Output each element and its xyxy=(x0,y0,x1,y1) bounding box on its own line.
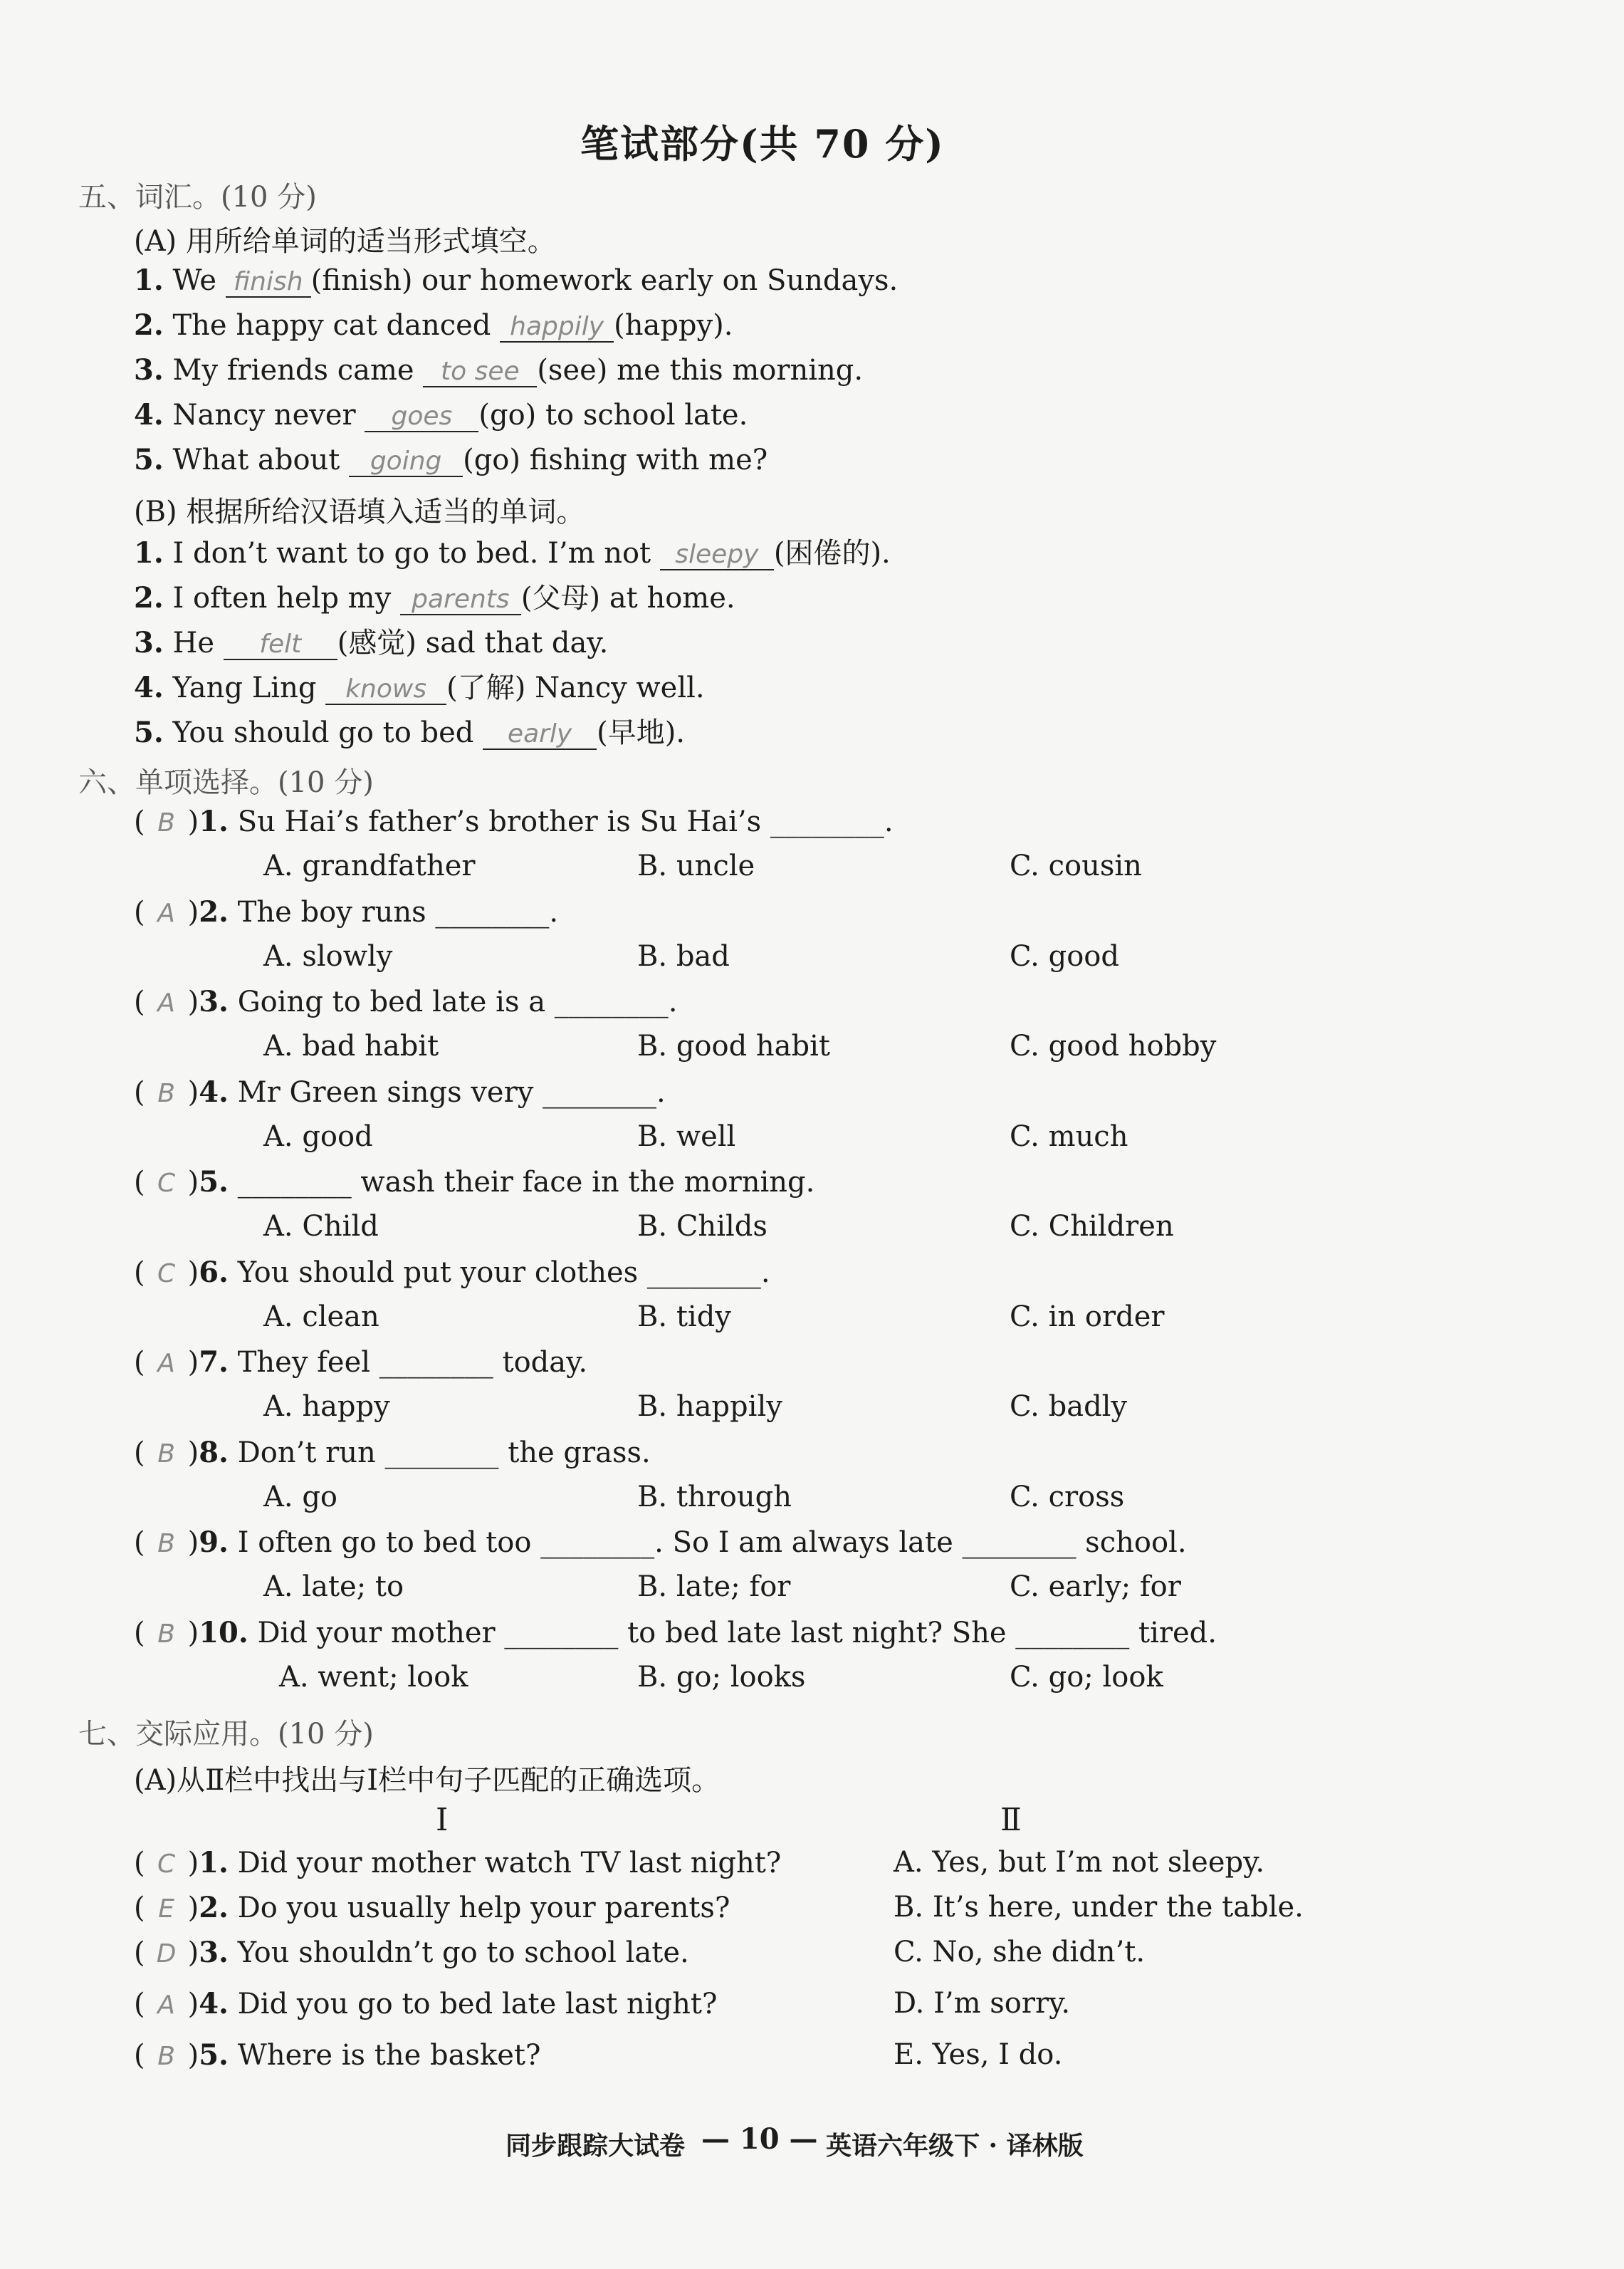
answer-slot[interactable]: B xyxy=(157,1529,175,1558)
answer-slot[interactable]: B xyxy=(157,1619,175,1649)
question-number: 10. xyxy=(199,1615,248,1649)
option-c[interactable]: C. go; look xyxy=(1010,1660,1163,1694)
option-b[interactable]: B. through xyxy=(637,1480,792,1513)
item-number: 1. xyxy=(134,264,164,297)
answer-blank[interactable]: happily xyxy=(500,312,614,343)
item-number: 5. xyxy=(134,443,164,476)
item-number: 2. xyxy=(134,581,164,615)
fill-in-item xyxy=(134,443,768,477)
answer-blank[interactable]: knows xyxy=(325,674,446,705)
section-6-heading: 六、单项选择。(10 分) xyxy=(78,766,374,799)
paren-close: ) xyxy=(187,2039,199,2072)
option-a[interactable]: A. late; to xyxy=(263,1570,404,1603)
question-text: ________ wash their face in the morning. xyxy=(237,1166,815,1199)
option-a[interactable]: A. clean xyxy=(263,1300,379,1333)
question-text: Where is the basket? xyxy=(237,2039,541,2072)
item-text-before: What about xyxy=(172,444,340,476)
answer-slot[interactable]: C xyxy=(157,1258,176,1288)
answer-slot[interactable]: A xyxy=(157,898,175,928)
paren-close: ) xyxy=(187,1526,199,1559)
item-text-before: Yang Ling xyxy=(172,672,317,704)
fill-in-item xyxy=(134,531,891,571)
item-text-after: (父母) at home. xyxy=(520,582,735,615)
answer-slot[interactable]: C xyxy=(157,1169,176,1198)
item-text-before: Nancy never xyxy=(172,399,356,432)
answer-blank[interactable]: felt xyxy=(224,630,337,660)
paren-open: ( xyxy=(134,1616,145,1649)
item-text-before: I don’t want to go to bed. I’m not xyxy=(172,537,651,570)
fill-in-item xyxy=(134,398,748,432)
question-row xyxy=(134,1165,814,1199)
paren-close: ) xyxy=(187,1892,199,1924)
question-number: 8. xyxy=(199,1435,229,1469)
answer-blank[interactable]: goes xyxy=(365,402,478,432)
question-text: Did you go to bed late last night? xyxy=(237,1988,718,2020)
option-c[interactable]: C. good xyxy=(1010,939,1119,973)
option-a[interactable]: A. happy xyxy=(263,1390,390,1423)
answer-blank[interactable]: early xyxy=(483,719,597,750)
section-5-heading: 五、词汇。(10 分) xyxy=(78,181,317,214)
question-number: 3. xyxy=(199,985,229,1018)
part-b-instruction: (B) 根据所给汉语填入适当的单词。 xyxy=(134,496,585,528)
column-1-heading: Ⅰ xyxy=(436,1802,449,1838)
question-text: Did your mother watch TV last night? xyxy=(237,1847,782,1879)
paren-open: ( xyxy=(134,1075,145,1109)
question-number: 3. xyxy=(199,1936,229,1969)
question-text: Going to bed late is a ________. xyxy=(237,986,678,1018)
response-option: D. I’m sorry. xyxy=(894,1987,1071,2020)
question-number: 7. xyxy=(199,1345,229,1379)
answer-slot[interactable]: B xyxy=(157,808,175,838)
response-option: E. Yes, I do. xyxy=(894,2038,1063,2071)
fill-in-item xyxy=(134,620,608,661)
option-b[interactable]: B. tidy xyxy=(637,1300,731,1333)
item-text-before: We xyxy=(172,264,217,297)
paren-open: ( xyxy=(134,895,145,929)
question-row xyxy=(134,1525,1187,1559)
question-number: 9. xyxy=(199,1525,229,1559)
item-text-before: He xyxy=(172,627,215,659)
fill-in-item xyxy=(134,710,685,751)
question-text: Su Hai’s father’s brother is Su Hai’s ________. xyxy=(237,805,894,838)
question-row xyxy=(134,1616,1217,1649)
matching-row xyxy=(134,1936,689,1969)
question-number: 5. xyxy=(199,2038,229,2072)
column-2-heading: Ⅱ xyxy=(1000,1802,1022,1838)
item-text-after: (finish) our homework early on Sundays. xyxy=(310,264,899,297)
item-text-after: (困倦的). xyxy=(773,537,891,570)
footer-book-title: 同步跟踪大试卷 xyxy=(505,2131,686,2161)
matching-row xyxy=(134,1891,730,1924)
paren-open: ( xyxy=(134,1988,145,2020)
question-number: 4. xyxy=(199,1075,229,1109)
page-title: 笔试部分(共 70 分) xyxy=(580,121,945,167)
question-row xyxy=(134,805,894,838)
answer-slot[interactable]: C xyxy=(157,1850,176,1879)
paren-open: ( xyxy=(134,1166,145,1199)
item-number: 1. xyxy=(134,536,164,570)
paren-close: ) xyxy=(187,1436,199,1469)
paren-close: ) xyxy=(187,1936,199,1969)
item-text-before: You should go to bed xyxy=(172,716,474,749)
fill-in-item xyxy=(134,308,733,343)
item-number: 2. xyxy=(134,308,164,342)
answer-blank[interactable]: finish xyxy=(226,267,311,298)
item-number: 4. xyxy=(134,671,164,704)
option-a[interactable]: A. good xyxy=(263,1120,373,1153)
response-option: B. It’s here, under the table. xyxy=(894,1891,1304,1924)
question-row xyxy=(134,1345,587,1379)
option-b[interactable]: B. good habit xyxy=(637,1030,830,1063)
response-option: C. No, she didn’t. xyxy=(894,1936,1146,1968)
question-row xyxy=(134,1075,666,1109)
paren-open: ( xyxy=(134,1346,145,1379)
item-text-after: (感觉) sad that day. xyxy=(337,627,609,659)
paren-close: ) xyxy=(187,1847,199,1879)
option-c[interactable]: C. badly xyxy=(1010,1390,1128,1423)
item-number: 4. xyxy=(134,398,164,432)
option-c[interactable]: C. good hobby xyxy=(1010,1030,1217,1063)
question-text: Don’t run ________ the grass. xyxy=(237,1436,651,1469)
item-number: 3. xyxy=(134,353,164,387)
item-text-after: (see) me this morning. xyxy=(537,354,864,387)
option-b[interactable]: B. well xyxy=(637,1120,736,1153)
part-a-matching-instruction: (A)从Ⅱ栏中找出与Ⅰ栏中句子匹配的正确选项。 xyxy=(134,1764,721,1797)
option-b[interactable]: B. late; for xyxy=(637,1570,791,1603)
question-row xyxy=(134,985,678,1018)
question-row xyxy=(134,1436,651,1469)
option-a[interactable]: A. went; look xyxy=(279,1660,468,1694)
fill-in-item xyxy=(134,353,863,387)
paren-close: ) xyxy=(187,1346,199,1379)
matching-row xyxy=(134,1987,717,2020)
question-text: Mr Green sings very ________. xyxy=(237,1075,666,1109)
answer-slot[interactable]: B xyxy=(157,2042,175,2071)
question-text: They feel ________ today. xyxy=(237,1346,588,1379)
part-a-instruction: (A) 用所给单词的适当形式填空。 xyxy=(134,225,556,258)
question-number: 4. xyxy=(199,1987,229,2020)
paren-close: ) xyxy=(187,1616,199,1649)
question-number: 1. xyxy=(199,1846,229,1879)
answer-slot[interactable]: B xyxy=(157,1439,175,1469)
paren-open: ( xyxy=(134,805,145,838)
paren-open: ( xyxy=(134,1936,145,1969)
answer-blank[interactable]: to see xyxy=(423,357,537,387)
option-b[interactable]: B. go; looks xyxy=(637,1660,806,1694)
answer-blank[interactable]: parents xyxy=(400,585,521,615)
paren-close: ) xyxy=(187,986,199,1018)
paren-open: ( xyxy=(134,986,145,1018)
paren-close: ) xyxy=(187,805,199,838)
item-text-before: My friends came xyxy=(172,354,414,387)
option-b[interactable]: B. happily xyxy=(637,1390,782,1423)
item-text-after: (早地). xyxy=(597,716,686,749)
question-number: 2. xyxy=(199,1891,229,1924)
answer-slot[interactable]: B xyxy=(157,1078,175,1108)
question-text: You shouldn’t go to school late. xyxy=(237,1936,689,1969)
section-7-heading: 七、交际应用。(10 分) xyxy=(78,1718,374,1751)
question-number: 6. xyxy=(199,1255,229,1289)
paren-close: ) xyxy=(187,895,199,929)
option-a[interactable]: A. bad habit xyxy=(263,1030,439,1063)
answer-blank[interactable]: sleepy xyxy=(660,540,774,570)
item-number: 3. xyxy=(134,626,164,659)
answer-slot[interactable]: A xyxy=(157,989,175,1018)
option-b[interactable]: B. Childs xyxy=(637,1210,768,1243)
option-b[interactable]: B. uncle xyxy=(637,850,755,882)
answer-slot[interactable]: E xyxy=(158,1894,174,1924)
item-text-after: (go) fishing with me? xyxy=(463,444,768,476)
option-a[interactable]: A. go xyxy=(263,1480,338,1513)
item-text-before: I often help my xyxy=(172,582,392,615)
paren-open: ( xyxy=(134,2039,145,2072)
question-text: Did your mother ________ to bed late last night? She ________ tired. xyxy=(257,1616,1217,1649)
question-row xyxy=(134,895,558,929)
paren-open: ( xyxy=(134,1526,145,1559)
fill-in-item xyxy=(134,575,735,616)
item-text-after: (了解) Nancy well. xyxy=(446,672,705,704)
question-text: I often go to bed too ________. So I am always late ________ school. xyxy=(237,1526,1187,1559)
paren-close: ) xyxy=(187,1256,199,1289)
item-text-before: The happy cat danced xyxy=(172,309,491,342)
answer-slot[interactable]: D xyxy=(156,1939,177,1968)
answer-slot[interactable]: A xyxy=(157,1349,175,1378)
option-a[interactable]: A. grandfather xyxy=(263,850,476,882)
paren-open: ( xyxy=(134,1892,145,1924)
question-text: You should put your clothes ________. xyxy=(237,1256,770,1289)
paren-close: ) xyxy=(187,1988,199,2020)
option-c[interactable]: C. much xyxy=(1010,1120,1128,1153)
paren-close: ) xyxy=(187,1166,199,1199)
question-number: 2. xyxy=(199,894,229,929)
question-text: Do you usually help your parents? xyxy=(237,1892,730,1924)
item-text-after: (happy). xyxy=(614,309,733,342)
paren-open: ( xyxy=(134,1256,145,1289)
option-b[interactable]: B. bad xyxy=(637,939,730,973)
matching-row xyxy=(134,1846,781,1879)
footer-edition: 英语六年级下 · 译林版 xyxy=(826,2131,1084,2161)
question-number: 1. xyxy=(199,805,229,838)
item-text-after: (go) to school late. xyxy=(478,399,748,432)
question-number: 5. xyxy=(199,1165,229,1199)
option-c[interactable]: C. in order xyxy=(1010,1300,1165,1333)
option-c[interactable]: C. cross xyxy=(1010,1480,1125,1513)
option-a[interactable]: A. slowly xyxy=(263,939,393,973)
fill-in-item xyxy=(134,264,898,298)
fill-in-item xyxy=(134,665,705,706)
paren-open: ( xyxy=(134,1436,145,1469)
option-c[interactable]: C. Children xyxy=(1010,1210,1174,1243)
question-text: The boy runs ________. xyxy=(237,895,559,929)
option-a[interactable]: A. Child xyxy=(263,1210,379,1243)
answer-slot[interactable]: A xyxy=(157,1991,175,2020)
question-row xyxy=(134,1256,770,1289)
option-c[interactable]: C. cousin xyxy=(1010,850,1142,882)
answer-blank[interactable]: going xyxy=(349,447,463,477)
paren-close: ) xyxy=(187,1075,199,1109)
page-number: — 10 — xyxy=(701,2122,818,2156)
paren-open: ( xyxy=(134,1847,145,1879)
option-c[interactable]: C. early; for xyxy=(1010,1570,1181,1603)
item-number: 5. xyxy=(134,716,164,749)
matching-row xyxy=(134,2038,540,2072)
response-option: A. Yes, but I’m not sleepy. xyxy=(894,1846,1265,1879)
